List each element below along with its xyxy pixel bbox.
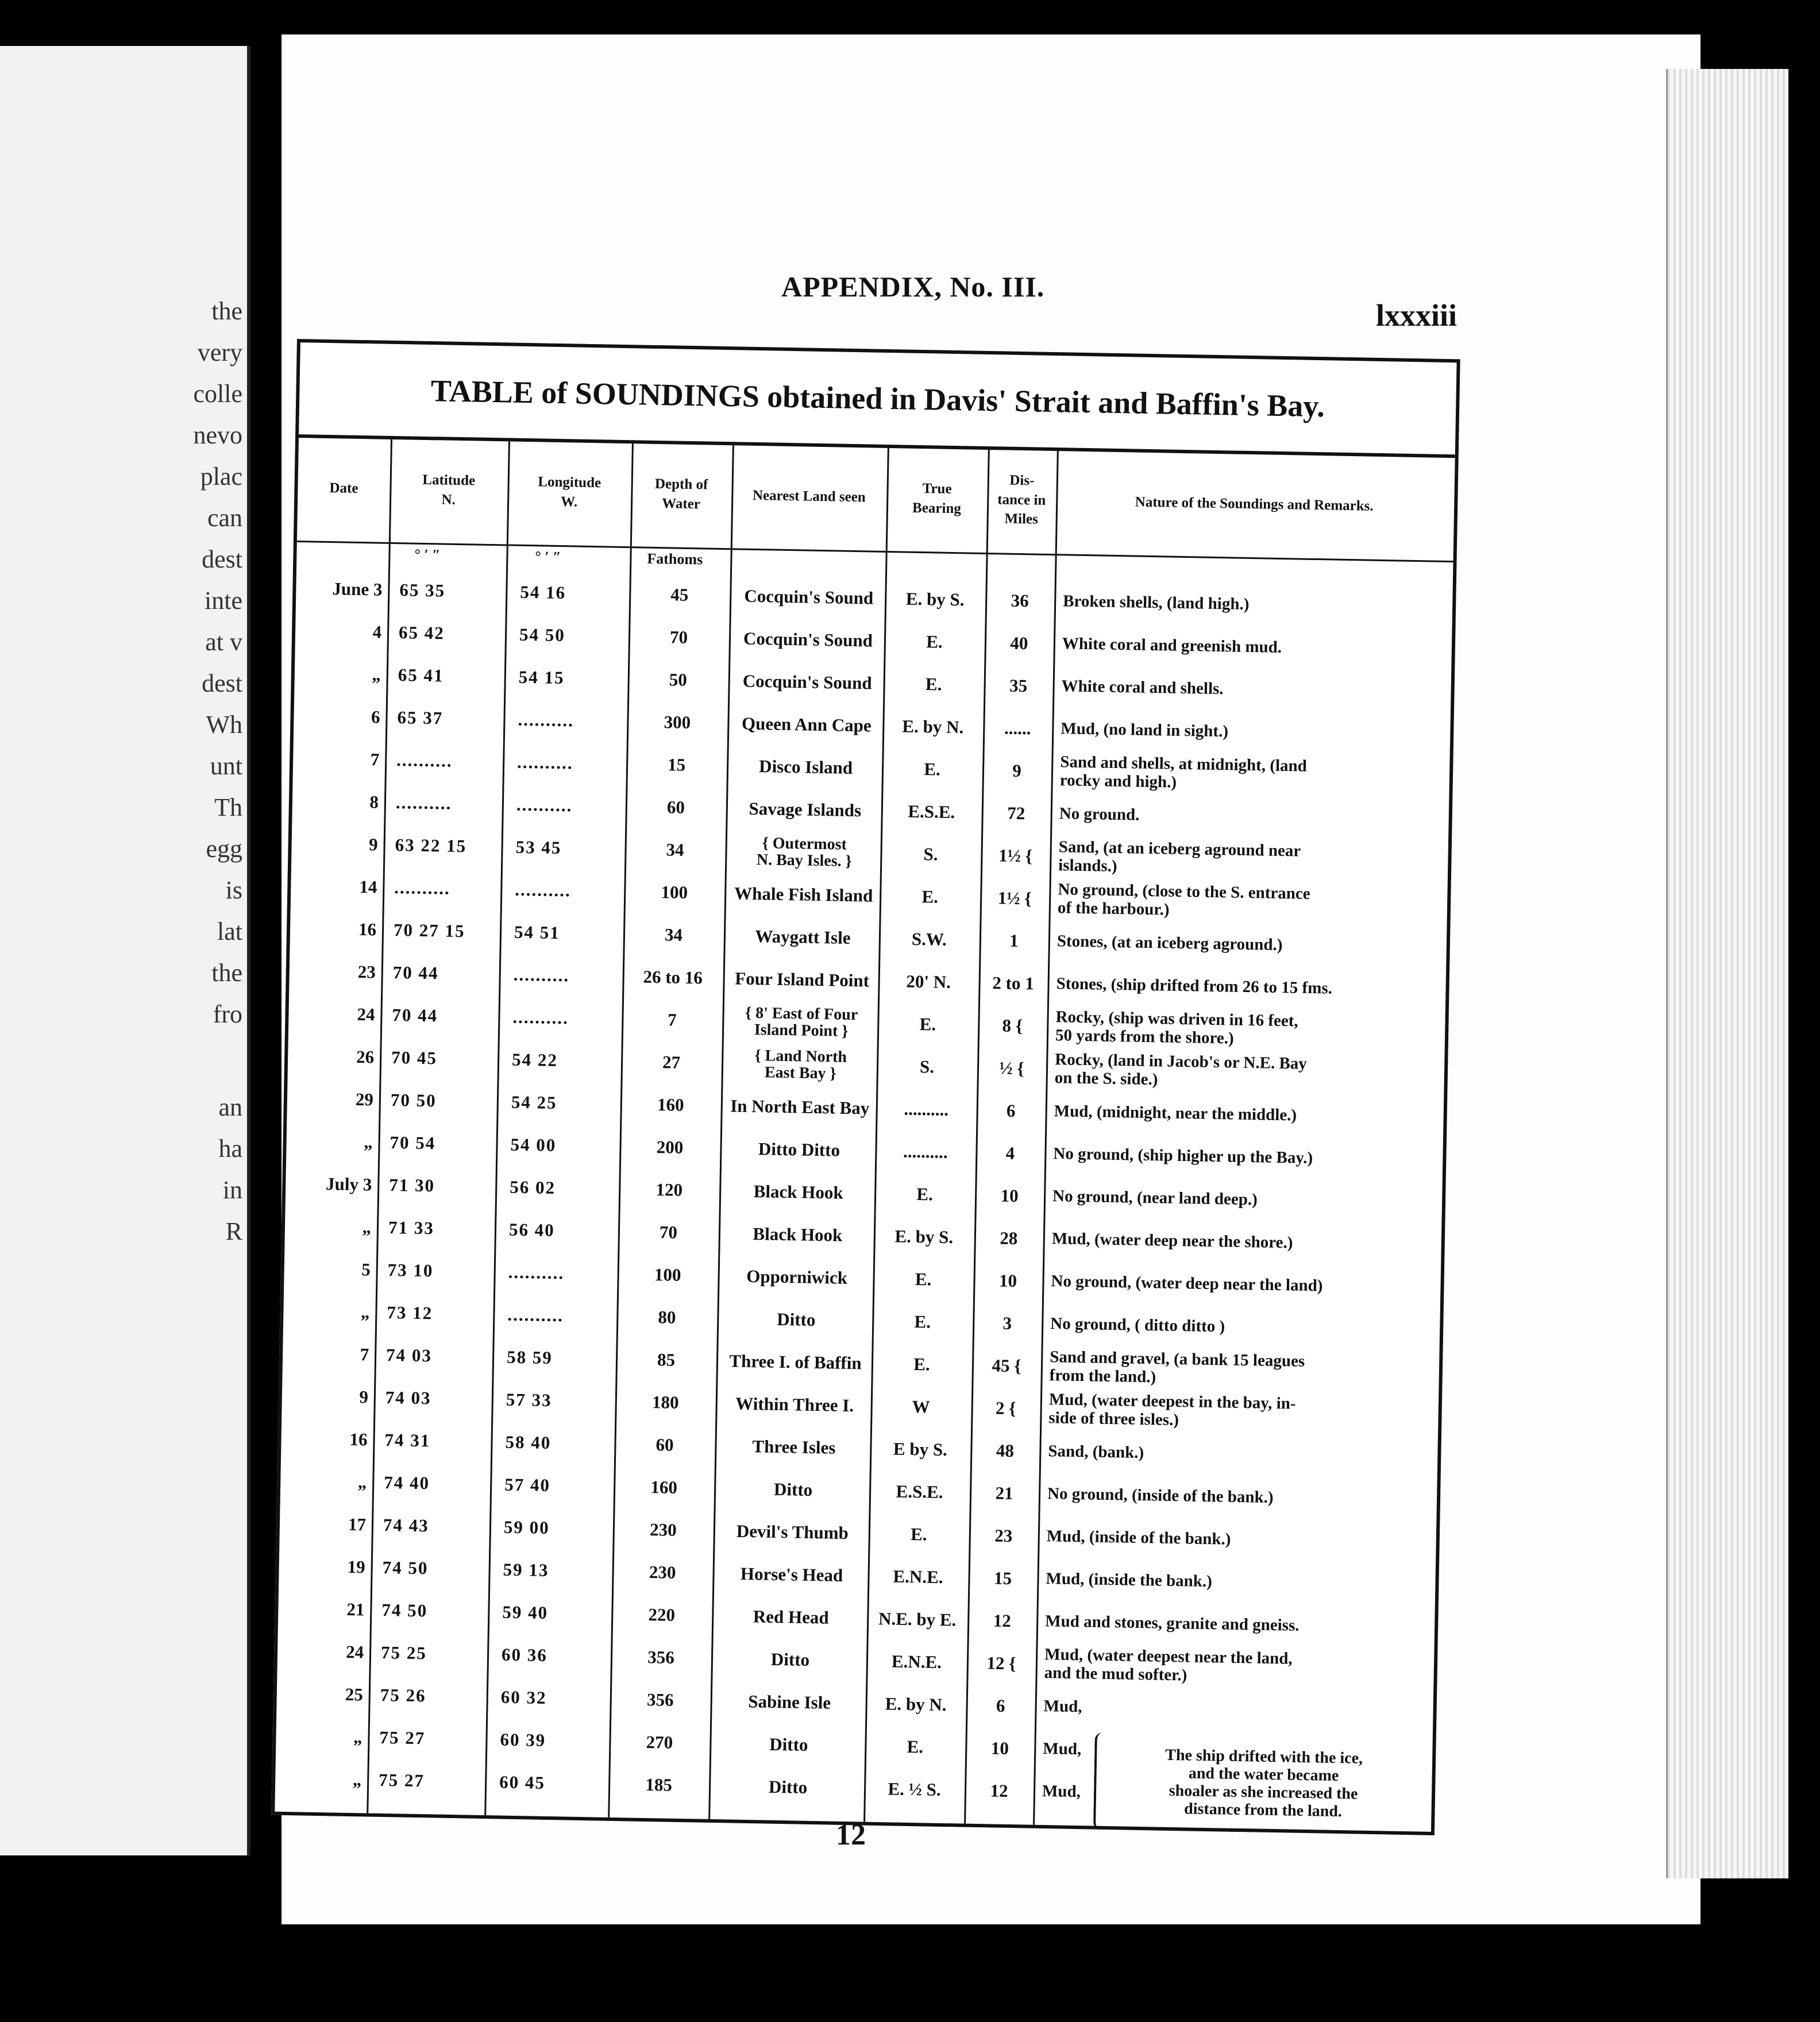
cell-latitude: 70 45 [391,1047,438,1068]
cell-distance: 15 [993,1568,1012,1589]
cell-depth: 26 to 16 [643,966,703,988]
cell-longitude: 59 40 [502,1602,549,1623]
cell-depth: 100 [661,882,688,903]
cell-depth: 230 [649,1519,677,1540]
cell-latitude: 75 27 [378,1769,425,1791]
cell-nearest-land: Black Hook [753,1181,843,1203]
left-page-text-fragment: very [197,338,242,366]
cell-latitude: 75 26 [380,1684,426,1706]
cell-bearing: N.E. by E. [878,1608,957,1630]
cell-depth: 85 [657,1349,676,1370]
cell-latitude: 74 03 [385,1387,431,1409]
cell-date: 29 [355,1089,374,1110]
cell-nearest-land: Three Isles [752,1436,836,1458]
cell-bearing: E. [914,1311,931,1332]
cell-bearing: E.N.E. [893,1566,943,1587]
cell-date: 14 [359,877,377,897]
left-page-text-fragment: egg [206,835,242,863]
cell-remark: Mud, (water deep near the shore.) [1051,1229,1293,1252]
cell-remark: No ground, (ship higher up the Bay.) [1053,1144,1313,1168]
cell-bearing: E by S. [893,1438,948,1460]
cell-date: June 3 [332,578,383,600]
cell-bearing: E. ½ S. [888,1778,941,1800]
cell-remark: Mud, (water deepest near the land, and the mud softer.) [1044,1645,1293,1685]
cell-bearing: E. by S. [894,1226,954,1248]
cell-date: 21 [346,1599,365,1620]
cell-distance: 12 [990,1780,1008,1801]
page-edge [1666,69,1788,1878]
cell-longitude: 60 36 [501,1644,548,1665]
cell-distance: 40 [1010,632,1028,654]
cell-longitude: 58 40 [505,1431,552,1453]
cell-latitude: 74 50 [381,1599,428,1621]
cell-depth: 34 [666,839,684,860]
longitude-unit: ° ′ ″ [535,548,561,566]
cell-bearing: E. [910,1523,927,1545]
cell-distance: 6 [1006,1100,1016,1121]
cell-date: „ [372,664,381,685]
cell-depth: 34 [664,924,683,945]
cell-longitude: 54 00 [510,1134,557,1156]
cell-nearest-land: Ditto [768,1776,808,1797]
cell-longitude: .......... [512,1006,569,1028]
cell-remark: Mud and stones, granite and gneiss. [1044,1612,1300,1635]
cell-date: 7 [370,749,380,770]
cell-remark: Sand, (bank.) [1048,1442,1144,1463]
col-header-date: Date [329,480,358,496]
cell-longitude: 60 45 [499,1772,546,1793]
cell-nearest-land: Disco Island [758,756,853,778]
left-page-text-fragment: the [211,297,242,325]
cell-nearest-land: In North East Bay [730,1095,870,1118]
cell-date: 24 [345,1641,364,1662]
cell-longitude: 57 33 [506,1389,552,1411]
cell-remark: Stones, (at an iceberg aground.) [1056,932,1283,955]
cell-nearest-land: Ditto [773,1479,813,1500]
cell-remark: Mud, (no land in sight.) [1061,719,1229,741]
cell-bearing: E. [915,1269,932,1290]
left-page-text-fragment: lat [217,917,242,946]
col-header-depth: Depth of Water [654,476,708,512]
left-page-text-fragment: plac [200,462,242,491]
cell-longitude: 54 22 [511,1049,558,1071]
cell-depth: 100 [654,1264,681,1285]
left-page-text-fragment: inte [205,586,242,615]
cell-nearest-land: Three I. of Baffin [729,1350,862,1373]
cell-latitude: 70 44 [392,1005,438,1026]
cell-depth: 300 [664,712,691,733]
cell-distance: 3 [1002,1313,1012,1333]
cell-distance: ...... [1004,717,1031,739]
cell-distance: 36 [1011,590,1029,611]
cell-nearest-land: { 8' East of Four Island Point } [745,1004,858,1040]
cell-longitude: 58 59 [506,1346,553,1368]
cell-date: 4 [372,622,382,642]
cell-bearing: E. [924,759,941,780]
cell-latitude: 65 41 [398,665,444,686]
cell-bearing: E.S.E. [908,801,955,823]
cell-depth: 80 [658,1307,676,1328]
cell-date: „ [360,1302,370,1322]
cell-depth: 356 [647,1647,675,1668]
cell-bearing: W [912,1396,931,1417]
cell-remark: Broken shells, (land high.) [1062,592,1250,614]
cell-distance: 1½ { [997,887,1032,909]
cell-distance: 8 { [1002,1015,1023,1036]
left-page-text-fragment: fro [213,1000,242,1028]
cell-date: 24 [357,1004,375,1025]
cell-date: 8 [369,792,379,812]
cell-latitude: 74 40 [383,1472,430,1494]
cell-bearing: 20' N. [906,971,951,993]
cell-nearest-land: { Land North East Bay } [754,1046,847,1083]
cell-depth: 45 [670,584,689,605]
cell-date: 19 [347,1556,366,1577]
cell-remark: White coral and greenish mud. [1062,634,1282,657]
cell-distance: 2 to 1 [992,973,1035,994]
cell-depth: 27 [662,1052,681,1072]
cell-remark: No ground, (inside of the bank.) [1047,1484,1274,1507]
cell-date: 9 [359,1387,369,1407]
cell-bearing: E. [907,1736,924,1757]
cell-nearest-land: Cocquin's Sound [743,628,873,651]
cell-distance: 12 [993,1610,1012,1631]
cell-date: „ [353,1727,363,1747]
cell-longitude: 59 13 [503,1559,549,1580]
table-title: TABLE of SOUNDINGS obtained in Davis' Strait and Baffin's Bay. [299,342,1457,458]
cell-bearing: E. [913,1354,931,1375]
col-header-true-bearing: True Bearing [912,480,962,516]
cell-date: 7 [360,1344,369,1365]
cell-bearing: S. [923,844,938,865]
col-header-nearest-land: Nearest Land seen [752,487,866,505]
cell-latitude: .......... [396,750,453,771]
cell-latitude: 71 33 [388,1217,435,1238]
cell-nearest-land: Ditto [769,1734,808,1755]
cell-date: 9 [368,834,378,855]
cell-bearing: E. [926,631,943,652]
cell-distance: 10 [998,1270,1017,1291]
cell-latitude: .......... [394,877,451,898]
cell-nearest-land: Whale Fish Island [734,883,873,906]
cell-longitude: 54 51 [514,921,561,943]
cell-remark: Rocky, (ship was driven in 16 feet, 50 yards from the shore.) [1055,1008,1298,1048]
cell-depth: 356 [646,1689,674,1710]
cell-depth: 230 [649,1562,676,1583]
cell-longitude: 60 39 [500,1729,546,1750]
cell-depth: 60 [655,1434,674,1455]
cell-distance: 23 [994,1525,1013,1546]
cell-distance: 10 [1000,1185,1019,1206]
cell-latitude: 70 50 [390,1090,437,1111]
cell-longitude: 54 25 [511,1091,557,1113]
left-page-text-fragment: Wh [206,711,242,739]
cell-longitude: .......... [518,709,574,731]
cell-distance: 9 [1012,760,1022,781]
left-page-text-fragment: unt [210,752,242,780]
left-page-text-fragment: Th [214,793,242,821]
cell-latitude: 71 30 [389,1175,435,1196]
cell-depth: 270 [646,1731,673,1753]
cell-longitude: .......... [508,1261,565,1283]
cell-latitude: 70 27 15 [393,920,465,941]
cell-depth: 180 [651,1392,679,1413]
cell-longitude: 54 50 [519,624,566,646]
cell-depth: 160 [650,1477,678,1498]
cell-longitude: .......... [516,751,573,773]
left-page-text-fragment: in [222,1176,242,1204]
cell-latitude: 73 10 [387,1260,434,1281]
cell-bearing: .......... [903,1141,948,1162]
col-header-latitude: Latitude N. [422,472,476,508]
cell-remark: No ground, (near land deep.) [1052,1187,1258,1209]
cell-nearest-land: Opporniwick [746,1265,848,1288]
cell-longitude: 59 00 [503,1516,550,1538]
cell-latitude: 63 22 15 [395,835,467,856]
cell-latitude: 70 54 [390,1132,436,1153]
table-body [275,541,1453,1832]
cell-remark: Mud, (midnight, near the middle.) [1054,1102,1297,1125]
cell-nearest-land: Cocquin's Sound [742,670,872,693]
left-page-text-fragment: colle [193,380,242,408]
cell-latitude: 70 44 [392,962,439,983]
cell-latitude: 74 50 [382,1557,429,1579]
cell-longitude: 53 45 [515,836,562,858]
cell-nearest-land: Four Island Point [735,968,870,991]
cell-depth: 70 [659,1222,678,1242]
cell-remark: Sand and gravel, (a bank 15 leagues from the land.) [1049,1348,1305,1387]
cell-distance: 21 [995,1483,1013,1504]
left-page-text-fragment: dest [202,669,242,697]
cell-bearing: E. [925,674,942,694]
cell-latitude: 65 35 [399,580,446,601]
cell-latitude: .......... [395,792,452,813]
cell-distance: 35 [1009,675,1028,696]
cell-bearing: E. [919,1014,936,1035]
page-header-title: APPENDIX, No. III. [781,271,1045,303]
cell-latitude: 74 43 [383,1514,430,1536]
cell-remark: Mud, [1043,1739,1082,1759]
cell-depth: 50 [669,669,688,690]
cell-date: „ [362,1217,372,1237]
cell-distance: 28 [1000,1228,1018,1249]
left-facing-page [0,46,250,1855]
cell-longitude: 54 15 [518,666,565,688]
cell-depth: 160 [657,1094,684,1115]
cell-longitude: 56 02 [509,1176,556,1198]
left-page-text-fragment: nevo [193,421,242,449]
cell-date: 5 [361,1259,371,1280]
cell-longitude: .......... [507,1304,564,1326]
cell-remark: No ground, ( ditto ditto ) [1050,1314,1225,1336]
cell-distance: ½ { [999,1058,1024,1079]
col-header-remarks: Nature of the Soundings and Remarks. [1135,494,1374,514]
cell-date: 17 [348,1514,367,1535]
cell-remark: Mud, [1043,1697,1082,1716]
cell-remark: No ground, (close to the S. entrance of the harbour.) [1057,880,1310,919]
cell-nearest-land: Red Head [753,1606,829,1628]
cell-remark: Sand, (at an iceberg aground near islands.) [1058,838,1301,876]
left-page-text-fragment: ha [218,1135,242,1163]
cell-distance: 45 { [992,1355,1021,1376]
cell-depth: 185 [645,1774,673,1795]
cell-nearest-land: Horse's Head [740,1563,843,1585]
cell-bearing: E. [921,886,939,907]
cell-distance: 4 [1005,1143,1015,1164]
cell-latitude: 65 37 [397,707,444,728]
cell-distance: 10 [990,1738,1009,1758]
cell-date: „ [352,1769,362,1790]
cell-date: „ [357,1472,367,1492]
cell-date: July 3 [325,1174,372,1195]
cell-latitude: 74 31 [384,1429,431,1451]
cell-remark: Mud, [1042,1782,1081,1801]
left-page-text-fragment: an [218,1093,242,1121]
cell-distance: 12 { [986,1653,1016,1674]
cell-nearest-land: Ditto [776,1309,816,1330]
left-page-text-fragment: the [211,959,242,987]
cell-distance: 2 { [995,1398,1016,1419]
cell-remark: No ground, (water deep near the land) [1051,1272,1323,1295]
cell-depth: 60 [666,797,685,817]
bracket-note: The ship drifted with the ice, and the water became shoaler as she increased the distance from the land. [1165,1746,1363,1820]
cell-bearing: E. by N. [902,716,964,738]
cell-latitude: 73 12 [387,1302,433,1323]
cell-longitude: 60 32 [500,1687,547,1708]
cell-longitude: 54 16 [520,581,566,603]
cell-date: 25 [345,1684,364,1705]
cell-bearing: E.N.E. [891,1651,942,1672]
signature-mark: 12 [836,1819,866,1851]
cell-depth: 220 [648,1604,676,1625]
cell-nearest-land: Savage Islands [749,798,862,821]
left-page-text-fragment: R [225,1217,242,1245]
cell-depth: 7 [667,1009,677,1030]
cell-nearest-land: Black Hook [753,1224,843,1245]
page-number: lxxxiii [1376,298,1457,333]
cell-distance: 48 [996,1440,1015,1461]
cell-date: 16 [349,1429,368,1450]
cell-longitude: .......... [515,879,572,901]
left-page-text-fragment: is [225,876,242,904]
cell-depth: 200 [656,1137,684,1157]
cell-remark: Mud, (water deepest in the bay, in- side of three isles.) [1048,1390,1296,1430]
cell-longitude: .......... [513,964,570,986]
cell-distance: 72 [1007,802,1025,824]
cell-remark: White coral and shells. [1061,677,1224,699]
cell-nearest-land: Sabine Isle [747,1691,831,1713]
cell-bearing: E. [916,1184,934,1205]
cell-remark: No ground. [1059,804,1140,824]
cell-date: 26 [356,1046,375,1067]
cell-longitude: 56 40 [508,1219,556,1241]
cell-date: „ [363,1132,373,1152]
cell-nearest-land: Ditto Ditto [758,1139,840,1160]
cell-bearing: E. by N. [885,1693,947,1715]
cell-remark: Mud, (inside the bank.) [1046,1569,1213,1591]
cell-depth: 120 [655,1179,683,1200]
cell-remark: Sand and shells, at midnight, (land rocky and high.) [1059,753,1308,792]
cell-latitude: 75 27 [379,1727,426,1749]
cell-nearest-land: Devil's Thumb [736,1521,849,1543]
left-page-text-fragment: dest [202,545,242,573]
cell-nearest-land: Cocquin's Sound [744,585,874,608]
cell-nearest-land: Queen Ann Cape [741,713,872,736]
latitude-unit: ° ′ ″ [414,546,441,564]
cell-remark: Rocky, (land in Jacob's or N.E. Bay on the S. side.) [1054,1050,1308,1089]
cell-longitude: .......... [516,794,573,816]
cell-distance: 1½ { [998,845,1033,866]
cell-bearing: S. [919,1056,935,1077]
cell-latitude: 74 03 [385,1344,433,1366]
cell-depth: 15 [667,754,686,775]
col-header-distance: Dis- tance in Miles [997,472,1046,527]
cell-date: 16 [358,919,377,940]
cell-bearing: E.S.E. [896,1481,943,1502]
cell-nearest-land: Within Three I. [735,1393,854,1416]
cell-latitude: 65 42 [398,622,445,643]
cell-distance: 1 [1009,930,1019,951]
col-header-longitude: Longitude W. [538,474,601,510]
cell-latitude: 75 25 [380,1642,427,1664]
cell-bearing: S.W. [911,928,947,950]
cell-date: 23 [357,962,376,982]
left-page-text-fragment: can [207,504,242,532]
cell-distance: 6 [996,1695,1005,1716]
cell-date: 6 [371,707,380,727]
cell-depth: 70 [669,627,688,647]
cell-remark: Stones, (ship drifted from 26 to 15 fms. [1056,974,1333,998]
soundings-table [271,339,1460,1835]
cell-nearest-land: Ditto [770,1649,810,1670]
cell-nearest-land: { Outermost N. Bay Isles. } [756,834,852,870]
cell-bearing: E. by S. [905,588,965,610]
left-page-text-fragment: at v [205,628,242,656]
cell-nearest-land: Waygatt Isle [755,926,851,948]
cell-bearing: .......... [904,1098,949,1120]
cell-longitude: 57 40 [504,1474,551,1495]
depth-unit: Fathoms [647,550,703,568]
cell-remark: Mud, (inside of the bank.) [1046,1527,1231,1549]
